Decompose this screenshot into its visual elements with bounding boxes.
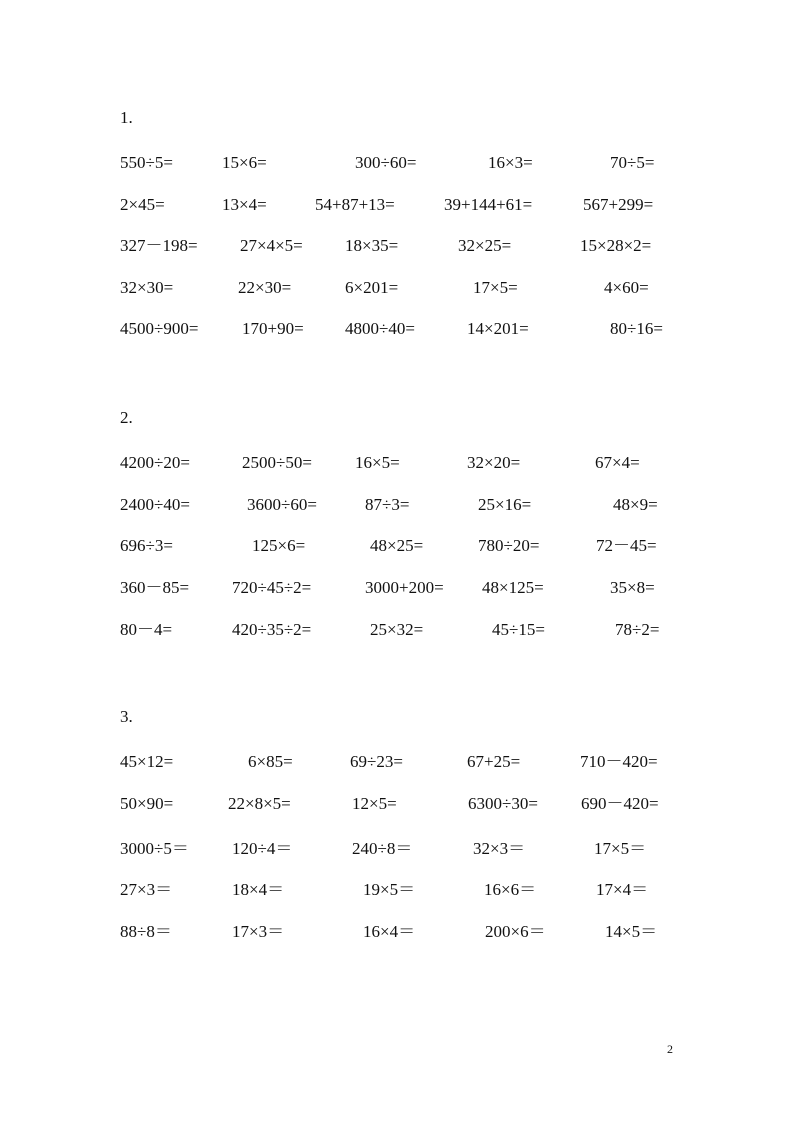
problem-row: [0, 879, 794, 901]
math-problem: 16×3=: [488, 153, 533, 172]
math-problem: 696÷3=: [120, 536, 173, 555]
math-problem: 240÷8＝: [352, 839, 413, 858]
math-problem: 78÷2=: [615, 620, 660, 639]
problem-row: [0, 318, 794, 340]
problem-row: [0, 452, 794, 474]
math-problem: 15×6=: [222, 153, 267, 172]
math-problem: 17×5=: [473, 278, 518, 297]
page-number: 2: [667, 1042, 673, 1056]
math-problem: 3000÷5＝: [120, 839, 189, 858]
math-problem: 17×4＝: [596, 880, 649, 899]
math-problem: 720÷45÷2=: [232, 578, 312, 597]
math-problem: 27×3＝: [120, 880, 173, 899]
section-label: 3.: [120, 707, 133, 726]
math-problem: 4500÷900=: [120, 319, 199, 338]
math-problem: 125×6=: [252, 536, 306, 555]
math-problem: 45×12=: [120, 752, 174, 771]
math-problem: 25×16=: [478, 495, 532, 514]
math-problem: 17×5＝: [594, 839, 647, 858]
math-problem: 360－85=: [120, 578, 190, 597]
math-problem: 14×201=: [467, 319, 529, 338]
math-problem: 780÷20=: [478, 536, 540, 555]
math-problem: 690－420=: [581, 794, 659, 813]
math-problem: 12×5=: [352, 794, 397, 813]
problem-row: [0, 494, 794, 516]
math-problem: 22×30=: [238, 278, 292, 297]
math-problem: 120÷4＝: [232, 839, 293, 858]
math-problem: 3600÷60=: [247, 495, 317, 514]
math-problem: 2×45=: [120, 195, 165, 214]
math-problem: 16×5=: [355, 453, 400, 472]
math-problem: 32×3＝: [473, 839, 526, 858]
math-problem: 420÷35÷2=: [232, 620, 312, 639]
math-problem: 67×4=: [595, 453, 640, 472]
math-problem: 48×9=: [613, 495, 658, 514]
math-problem: 88÷8＝: [120, 922, 172, 941]
problem-row: [0, 619, 794, 641]
math-problem: 200×6＝: [485, 922, 546, 941]
math-problem: 15×28×2=: [580, 236, 652, 255]
math-problem: 80－4=: [120, 620, 173, 639]
math-problem: 48×125=: [482, 578, 544, 597]
math-problem: 19×5＝: [363, 880, 416, 899]
math-problem: 18×35=: [345, 236, 399, 255]
math-problem: 72－45=: [596, 536, 657, 555]
math-problem: 48×25=: [370, 536, 424, 555]
problem-row: [0, 921, 794, 943]
math-problem: 32×30=: [120, 278, 174, 297]
math-problem: 710－420=: [580, 752, 658, 771]
math-problem: 70÷5=: [610, 153, 655, 172]
math-problem: 6×85=: [248, 752, 293, 771]
math-problem: 54+87+13=: [315, 195, 395, 214]
math-problem: 4200÷20=: [120, 453, 190, 472]
problem-row: [0, 535, 794, 557]
problem-row: [0, 152, 794, 174]
math-problem: 45÷15=: [492, 620, 545, 639]
math-problem: 13×4=: [222, 195, 267, 214]
problem-row: [0, 194, 794, 216]
problem-row: [0, 577, 794, 599]
math-problem: 327－198=: [120, 236, 198, 255]
math-problem: 6×201=: [345, 278, 399, 297]
math-problem: 2400÷40=: [120, 495, 190, 514]
math-problem: 32×25=: [458, 236, 512, 255]
math-problem: 39+144+61=: [444, 195, 533, 214]
math-problem: 67+25=: [467, 752, 521, 771]
math-problem: 35×8=: [610, 578, 655, 597]
math-problem: 25×32=: [370, 620, 424, 639]
math-problem: 50×90=: [120, 794, 174, 813]
section-label: 1.: [120, 108, 133, 127]
math-problem: 16×4＝: [363, 922, 416, 941]
problem-row: [0, 277, 794, 299]
math-problem: 4800÷40=: [345, 319, 415, 338]
math-problem: 567+299=: [583, 195, 654, 214]
math-problem: 22×8×5=: [228, 794, 291, 813]
math-problem: 300÷60=: [355, 153, 417, 172]
math-problem: 17×3＝: [232, 922, 285, 941]
math-problem: 550÷5=: [120, 153, 173, 172]
problem-row: [0, 793, 794, 815]
math-problem: 2500÷50=: [242, 453, 312, 472]
math-problem: 3000+200=: [365, 578, 444, 597]
problem-row: [0, 838, 794, 860]
math-problem: 14×5＝: [605, 922, 658, 941]
math-problem: 87÷3=: [365, 495, 410, 514]
problem-row: [0, 235, 794, 257]
math-problem: 32×20=: [467, 453, 521, 472]
math-problem: 80÷16=: [610, 319, 663, 338]
math-problem: 6300÷30=: [468, 794, 538, 813]
problem-row: [0, 751, 794, 773]
math-problem: 18×4＝: [232, 880, 285, 899]
section-label: 2.: [120, 408, 133, 427]
math-problem: 16×6＝: [484, 880, 537, 899]
math-problem: 170+90=: [242, 319, 304, 338]
math-problem: 27×4×5=: [240, 236, 303, 255]
math-problem: 4×60=: [604, 278, 649, 297]
math-problem: 69÷23=: [350, 752, 403, 771]
